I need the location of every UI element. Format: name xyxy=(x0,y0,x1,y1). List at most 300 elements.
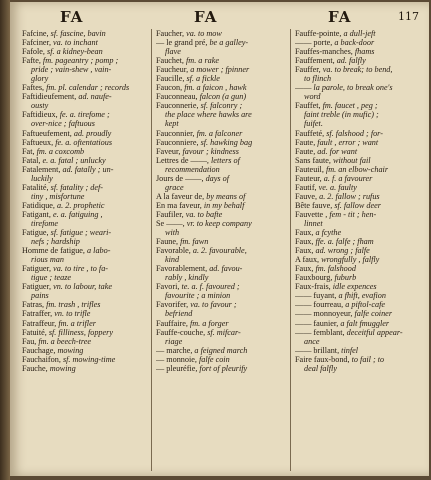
entry-definition: e. a. fatal ; unlucky xyxy=(42,155,106,165)
entry-headword: Favorablement, xyxy=(156,264,210,274)
entry-headword: Fauvette , xyxy=(295,209,330,219)
entry-definition: favourite ; a minion xyxy=(165,291,231,301)
entry-definition: vn. to labour, take xyxy=(53,282,112,292)
entry-definition: grace xyxy=(165,182,184,192)
entry-definition: fm. an elbow-chair xyxy=(325,164,389,174)
entry-definition: a feigned march xyxy=(194,345,248,355)
entry-line xyxy=(295,273,425,282)
entry-line xyxy=(22,228,150,237)
entry-line xyxy=(156,210,288,219)
entry-definition: days of xyxy=(205,173,230,183)
entry-line xyxy=(156,300,288,309)
entry-definition: sf. mowing-time xyxy=(62,354,116,364)
entry-definition: vr. to keep company xyxy=(186,218,252,228)
entry-definition: sf. falshood ; for- xyxy=(326,128,383,138)
entry-definition: fm. fawn xyxy=(180,237,209,247)
entry-headword: Faux, xyxy=(295,246,316,256)
entry-headword: Fafciner, xyxy=(22,38,54,48)
entry-definition: ad. proudly xyxy=(73,128,112,138)
entry-line xyxy=(295,56,425,65)
entry-line xyxy=(22,309,150,318)
entry-line xyxy=(295,337,425,346)
entry-line xyxy=(22,74,150,83)
entry-headword: —— porte, xyxy=(295,38,335,48)
entry-headword: Fauteuil, xyxy=(295,164,326,174)
entry-definition: tigue ; teaze xyxy=(31,273,72,283)
entry-line xyxy=(156,156,288,165)
entry-line xyxy=(156,47,288,56)
entry-line xyxy=(156,119,288,128)
entry-definition: over-nice ; faftuous xyxy=(31,119,95,129)
entry-line xyxy=(22,165,150,174)
entry-line xyxy=(156,129,288,138)
entry-headword: Faire faux-bond, xyxy=(295,354,352,364)
entry-definition: riage xyxy=(165,336,183,346)
entry-headword: Fatuité, xyxy=(22,327,49,337)
entry-definition: va. to bafte xyxy=(185,209,223,219)
entry-headword: Faux, xyxy=(295,237,316,247)
entry-headword: Fafcine, xyxy=(22,29,51,38)
entry-headword: Faftidieux, xyxy=(22,110,60,120)
entry-definition: kept xyxy=(165,119,179,129)
entry-headword: Faucheur, xyxy=(156,65,191,75)
entry-headword: Faftueux, xyxy=(22,137,56,147)
entry-definition: va. to tire , to fa- xyxy=(53,264,109,274)
entry-line xyxy=(156,147,288,156)
entry-line xyxy=(156,74,288,83)
entry-line xyxy=(156,92,288,101)
entry-headword: Fauve, xyxy=(295,191,320,201)
entry-line xyxy=(295,174,425,183)
entry-line xyxy=(22,47,150,56)
entry-headword: Fauffe-couche, xyxy=(156,327,208,337)
entry-definition: tiny , misfortune xyxy=(31,191,85,201)
entry-line xyxy=(156,337,288,346)
entry-headword: Fatras, xyxy=(22,300,47,310)
entry-definition: fm. trash , trifles xyxy=(46,300,101,310)
entry-definition: letters of xyxy=(211,155,240,165)
column-divider xyxy=(151,29,152,471)
entry-definition: a. f. a favourer xyxy=(323,173,373,183)
entry-line xyxy=(156,355,288,364)
entry-definition: rably , kindly xyxy=(165,273,209,283)
entry-line xyxy=(22,101,150,110)
entry-definition: a mower ; fpinner xyxy=(190,65,250,75)
entry-line xyxy=(22,300,150,309)
entry-line xyxy=(156,110,288,119)
entry-line xyxy=(156,319,288,328)
header-right: FA xyxy=(328,8,352,26)
column-divider xyxy=(290,29,291,471)
entry-headword: — marche, xyxy=(156,345,195,355)
entry-line xyxy=(22,319,150,328)
entry-line xyxy=(295,38,425,47)
entry-definition: befriend xyxy=(165,309,193,319)
entry-definition: the place where hawks are xyxy=(165,110,252,120)
entry-definition: te. a. f. favoured ; xyxy=(181,282,240,292)
entry-line xyxy=(156,309,288,318)
entry-line xyxy=(22,129,150,138)
entry-line xyxy=(22,273,150,282)
entry-definition: va. to mow xyxy=(186,29,222,38)
entry-definition: sf. mifcar- xyxy=(207,327,241,337)
entry-definition: fm. a forger xyxy=(189,318,229,328)
entry-definition: sf. a fickle xyxy=(186,74,220,84)
entry-definition: vn. to trifle xyxy=(54,309,91,319)
entry-line xyxy=(156,228,288,237)
entry-line xyxy=(295,110,425,119)
entry-definition: fm. pl. calendar ; records xyxy=(46,83,130,93)
entry-line xyxy=(295,246,425,255)
entry-line xyxy=(22,255,150,264)
entry-definition: to flinch xyxy=(304,74,332,84)
entry-line xyxy=(156,328,288,337)
entry-headword: Fatiguer, xyxy=(22,282,54,292)
entry-definition: a piftol-cafe xyxy=(345,300,386,310)
entry-definition: a dull-jeft xyxy=(343,29,376,38)
entry-line xyxy=(156,246,288,255)
entry-headword: Faftes, xyxy=(22,83,47,93)
entry-definition: ad. fatally ; un- xyxy=(62,164,114,174)
entry-definition: to fail ; to xyxy=(351,354,385,364)
entry-definition: fhams xyxy=(354,47,375,57)
entry-headword: Fauffer, xyxy=(295,65,323,75)
entry-line xyxy=(22,282,150,291)
entry-definition: sf. fatigue ; weari- xyxy=(50,228,112,238)
entry-headword: — monnoie, xyxy=(156,354,199,364)
entry-line xyxy=(22,192,150,201)
entry-headword: Fatal, xyxy=(22,155,43,165)
entry-line xyxy=(22,38,150,47)
entry-headword: Faftidieufement, xyxy=(22,92,79,102)
entry-headword: Fauconnier, xyxy=(156,128,197,138)
entry-headword: Fautif, xyxy=(295,182,319,192)
entry-definition: sf. hawking bag xyxy=(200,137,253,147)
entry-definition: va. to break; to bend, xyxy=(322,65,393,75)
entry-headword: Fatraffeur, xyxy=(22,318,59,328)
entry-definition: falfe coin xyxy=(198,354,230,364)
entries-column-left xyxy=(22,29,150,373)
entry-line xyxy=(295,264,425,273)
entry-line xyxy=(295,228,425,237)
entry-line xyxy=(295,138,425,147)
entry-line xyxy=(156,264,288,273)
entry-headword: Fauffet, xyxy=(295,101,323,111)
entry-headword: Fatigue, xyxy=(22,228,51,238)
entry-headword: Se ——, xyxy=(156,218,187,228)
entry-line xyxy=(295,255,425,264)
entry-headword: Fatalité, xyxy=(22,182,51,192)
entry-line xyxy=(295,364,425,373)
entry-definition: fm. a falconer xyxy=(196,128,243,138)
entry-headword: Faucille, xyxy=(156,74,187,84)
entry-line xyxy=(156,273,288,282)
entry-definition: la parole, to break one's xyxy=(313,83,393,93)
entry-line xyxy=(295,119,425,128)
entry-line xyxy=(156,201,288,210)
entry-headword: — le grand pré, xyxy=(156,38,210,48)
entry-headword: Faune, xyxy=(156,237,181,247)
entry-headword: Fauxbourg, xyxy=(295,273,335,283)
entry-headword: Favorifer, xyxy=(156,300,191,310)
entry-line xyxy=(22,346,150,355)
entry-headword: En ma faveur, xyxy=(156,200,204,210)
entry-line xyxy=(22,219,150,228)
entry-line xyxy=(22,291,150,300)
entry-line xyxy=(156,174,288,183)
entry-headword: Fafole, xyxy=(22,47,48,57)
entry-headword: Fatalement, xyxy=(22,164,63,174)
entry-definition: rious man xyxy=(31,255,64,265)
entry-definition: sf. filliness, foppery xyxy=(48,327,113,337)
entry-headword: Fauchaifon, xyxy=(22,354,63,364)
entry-headword: Fauconneau, xyxy=(156,92,200,102)
entry-line xyxy=(22,237,150,246)
entry-headword: Homme de fatigue, xyxy=(22,246,88,256)
entry-headword: Faucon, xyxy=(156,83,185,93)
entry-headword: Fauchet, xyxy=(156,56,187,66)
entry-headword: Fauconnerie, xyxy=(156,101,201,111)
entry-line xyxy=(295,65,425,74)
entry-line xyxy=(295,319,425,328)
entry-headword: Fauffement, xyxy=(295,56,337,66)
entry-definition: ad. naufe- xyxy=(78,92,112,102)
entry-line xyxy=(156,83,288,92)
entry-definition: nefs ; hardship xyxy=(31,237,80,247)
entry-line xyxy=(156,165,288,174)
entry-line xyxy=(22,29,150,38)
entry-line xyxy=(295,92,425,101)
entry-headword: Fatraffer, xyxy=(22,309,55,319)
entry-line xyxy=(22,119,150,128)
entries-column-middle xyxy=(156,29,288,373)
entry-definition: luckily xyxy=(31,173,53,183)
entry-definition: a falt fmuggler xyxy=(340,318,390,328)
entry-definition: a. 2. prophetic xyxy=(57,200,105,210)
entry-headword: Faftueufement, xyxy=(22,128,74,138)
entry-definition: by means of xyxy=(206,191,246,201)
entry-headword: Faux, xyxy=(295,264,316,274)
entry-definition: fm. a trifler xyxy=(58,318,96,328)
entry-definition: sf. falconry ; xyxy=(200,101,243,111)
entry-definition: ad. falfly xyxy=(336,56,366,66)
entry-headword: A faux, xyxy=(295,255,322,265)
entry-line xyxy=(295,300,425,309)
entry-headword: —— fuyant, xyxy=(295,291,339,301)
entry-definition: fuburb xyxy=(334,273,357,283)
entry-headword: Favorable, xyxy=(156,246,193,256)
entry-headword: —— xyxy=(295,83,314,93)
entry-line xyxy=(295,147,425,156)
entry-headword: Fafte, xyxy=(22,56,43,66)
entry-line xyxy=(295,129,425,138)
entry-headword: —— femblant, xyxy=(295,327,347,337)
entry-definition: kind xyxy=(165,255,180,265)
entry-line xyxy=(156,291,288,300)
entry-line xyxy=(295,291,425,300)
entry-line xyxy=(22,264,150,273)
header-middle: FA xyxy=(194,8,218,26)
entry-definition: fe. a. oftentatious xyxy=(55,137,113,147)
entry-headword: Fauconniere, xyxy=(156,137,201,147)
entry-line xyxy=(22,156,150,165)
entry-headword: Fauffaire, xyxy=(156,318,190,328)
entry-line xyxy=(156,56,288,65)
entry-line xyxy=(295,29,425,38)
entry-definition: ad. favou- xyxy=(209,264,243,274)
entry-definition: recommendation xyxy=(165,164,220,174)
entry-line xyxy=(295,192,425,201)
entry-line xyxy=(295,282,425,291)
entry-line xyxy=(22,147,150,156)
entry-definition: e. a. fatiguing , xyxy=(52,209,103,219)
entry-definition: ad. for want xyxy=(317,146,358,156)
entry-definition: fm. a rake xyxy=(186,56,219,66)
entry-definition: fm. faucet , peg ; xyxy=(322,101,378,111)
entry-definition: word xyxy=(304,92,321,102)
entry-headword: Fau, xyxy=(22,336,39,346)
entry-headword: Faute, xyxy=(295,137,318,147)
entry-definition: mowing xyxy=(49,363,76,373)
entry-line xyxy=(22,337,150,346)
entry-line xyxy=(156,38,288,47)
entry-line xyxy=(22,364,150,373)
entry-headword: Fauteur, xyxy=(295,173,324,183)
entry-definition: sf. a kidney-bean xyxy=(47,47,103,57)
entry-headword: Fauffe-pointe, xyxy=(295,29,344,38)
entry-headword: Fatigant, xyxy=(22,209,53,219)
entry-definition: wrongfully , falfly xyxy=(321,255,380,265)
entry-headword: —— faunier, xyxy=(295,318,341,328)
entry-line xyxy=(22,92,150,101)
entry-headword: Fauche, xyxy=(22,363,50,373)
entry-line xyxy=(22,138,150,147)
entry-line xyxy=(295,355,425,364)
entry-definition: falfe coiner xyxy=(354,309,392,319)
entry-definition: in my behalf xyxy=(203,200,245,210)
entry-headword: A la faveur de, xyxy=(156,191,207,201)
entry-definition: fm. pageantry ; pomp ; xyxy=(42,56,119,66)
entry-definition: linnet xyxy=(304,218,323,228)
entry-definition: fem - tit ; hen- xyxy=(329,209,377,219)
header-left: FA xyxy=(60,8,84,26)
entry-headword: Faveur, xyxy=(156,146,183,156)
entry-line xyxy=(22,65,150,74)
entry-line xyxy=(156,282,288,291)
entry-line xyxy=(156,237,288,246)
entry-headword: Faux-frais, xyxy=(295,282,333,292)
entry-definition: faint treble (in mufic) ; xyxy=(304,110,379,120)
entry-line xyxy=(22,201,150,210)
entry-definition: ffe. a. falfe ; fham xyxy=(315,237,374,247)
entry-definition: without fail xyxy=(332,155,371,165)
entry-line xyxy=(156,364,288,373)
entry-headword: Fatiguer, xyxy=(22,264,54,274)
entry-line xyxy=(295,210,425,219)
entry-headword: Fauffes-manches, xyxy=(295,47,355,57)
entry-line xyxy=(156,255,288,264)
entry-headword: Faufiler, xyxy=(156,209,186,219)
entry-line xyxy=(156,138,288,147)
entry-headword: Faux, xyxy=(295,228,316,238)
entry-definition: a back-door xyxy=(334,38,375,48)
entry-definition: deceitful appear- xyxy=(346,327,403,337)
entry-line xyxy=(22,328,150,337)
entry-line xyxy=(295,74,425,83)
entry-headword: —— fourreau, xyxy=(295,300,346,310)
entry-line xyxy=(156,346,288,355)
entry-headword: — pleuréfie, xyxy=(156,363,200,373)
entry-definition: fm. a coxcomb xyxy=(36,146,85,156)
entry-definition: ance xyxy=(304,336,320,346)
entry-definition: pride ; vain-shew , vain- xyxy=(31,65,112,75)
entry-definition: falcon (a gun) xyxy=(199,92,247,102)
entry-line xyxy=(295,47,425,56)
entry-definition: favour ; kindness xyxy=(182,146,239,156)
entry-definition: fm. a beech-tree xyxy=(38,336,92,346)
entry-definition: fuifet. xyxy=(304,119,323,129)
entry-headword: Favori, xyxy=(156,282,182,292)
entry-line xyxy=(22,246,150,255)
entry-definition: sf. fatality ; def- xyxy=(50,182,103,192)
entry-definition: fm. a faicon , hawk xyxy=(184,83,247,93)
entry-line xyxy=(295,237,425,246)
entry-line xyxy=(295,156,425,165)
entry-headword: Faute, xyxy=(295,146,318,156)
entry-definition: a. 2. fallow ; rufus xyxy=(319,191,380,201)
entry-definition: tirefome xyxy=(31,218,58,228)
entry-definition: deal falfly xyxy=(304,363,337,373)
entry-line xyxy=(295,165,425,174)
entry-headword: Fatidique, xyxy=(22,200,58,210)
entry-headword: Sans faute, xyxy=(295,155,333,165)
entry-definition: va. to inchant xyxy=(53,38,98,48)
entry-definition: glory xyxy=(31,74,49,84)
entry-definition: fm. falshood xyxy=(315,264,356,274)
entry-headword: Jours de ——, xyxy=(156,173,206,183)
entry-headword: Faucher, xyxy=(156,29,187,38)
entry-line xyxy=(156,183,288,192)
entry-definition: a fhift, evafion xyxy=(338,291,386,301)
entry-line xyxy=(295,183,425,192)
entry-headword: —— brillant, xyxy=(295,345,342,355)
entry-definition: tinfel xyxy=(341,345,358,355)
dictionary-page xyxy=(10,2,429,476)
entry-line xyxy=(22,56,150,65)
entry-definition: sf. fascine, bavin xyxy=(50,29,106,38)
entry-line xyxy=(156,219,288,228)
entry-headword: Lettres de ——, xyxy=(156,155,212,165)
entry-line xyxy=(295,309,425,318)
entry-line xyxy=(156,192,288,201)
entry-definition: ad. wrong ; falfe xyxy=(315,246,370,256)
entry-headword: Fauchage, xyxy=(22,345,58,355)
entry-definition: ousty xyxy=(31,101,49,111)
entry-definition: with xyxy=(165,228,180,238)
entry-line xyxy=(156,29,288,38)
entry-line xyxy=(295,101,425,110)
entry-line xyxy=(295,328,425,337)
entry-line xyxy=(22,355,150,364)
entry-headword: Bête fauve, xyxy=(295,200,335,210)
entry-definition: fe. a. tirefome ; xyxy=(59,110,110,120)
entry-definition: ve. a. faulty xyxy=(318,182,357,192)
entry-line xyxy=(22,83,150,92)
entry-definition: mowing xyxy=(57,345,84,355)
entry-definition: pains xyxy=(31,291,49,301)
entry-headword: —— monnoyeur, xyxy=(295,309,355,319)
entry-line xyxy=(295,201,425,210)
